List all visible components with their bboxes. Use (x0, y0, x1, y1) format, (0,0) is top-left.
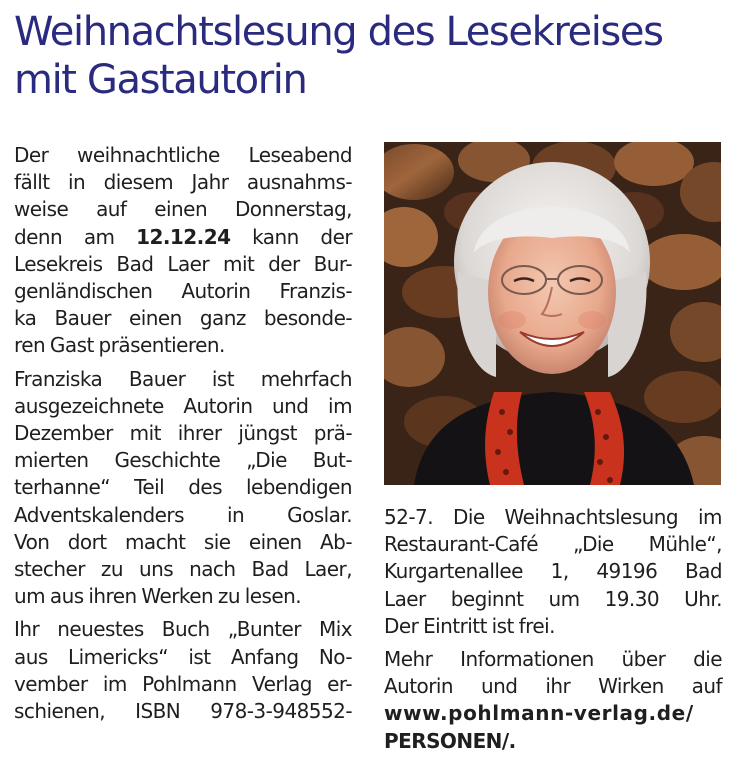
text-line: mierten Geschichte „Die But- (14, 448, 352, 473)
text-line: terhanne“ Teil des lebendigen (14, 475, 352, 500)
text-line: ren Gast präsentieren. (14, 333, 225, 358)
text-line: ka Bauer einen ganz besonde- (14, 306, 352, 331)
text-line: Adventskalenders in Goslar. (14, 502, 352, 527)
text-line: Ihr neuestes Buch „Bunter Mix (14, 617, 352, 642)
headline-line-2: mit Gastautorin (14, 57, 307, 103)
text-line-with-date (14, 224, 352, 251)
website-url-path: PERSONEN/. (384, 728, 516, 753)
text-fragment: kann der (230, 224, 352, 249)
text-line: Dezember mit ihrer jüngst prä- (14, 421, 352, 446)
text-line: schienen, ISBN 978-3-948552- (14, 699, 352, 724)
text-line: fällt in diesem Jahr ausnahms- (14, 170, 352, 195)
paragraph-author (14, 366, 352, 611)
article-headline (14, 8, 724, 104)
right-column (384, 504, 722, 761)
text-line: ausgezeichnete Autorin und im (14, 393, 352, 418)
text-line: weise auf einen Donnerstag, (14, 197, 352, 222)
text-fragment: denn am (14, 224, 137, 249)
text-line: Lesekreis Bad Laer mit der Bur- (14, 251, 352, 276)
text-line: 52-7. Die Weihnachtslesung im (384, 505, 722, 529)
text-line: genländischen Autorin Franzis- (14, 279, 352, 304)
text-line: Franziska Bauer ist mehrfach (14, 366, 352, 391)
website-url: www.pohlmann-verlag.de/ (384, 701, 694, 726)
paragraph-more-info (384, 646, 722, 755)
text-line: Kurgartenallee 1, 49196 Bad (384, 559, 722, 584)
text-line: Der Eintritt ist frei. (384, 613, 555, 638)
text-line: vember im Pohlmann Verlag er- (14, 671, 352, 696)
text-line: Von dort macht sie einen Ab- (14, 529, 352, 554)
paragraph-book-continued (384, 504, 722, 640)
paragraph-intro (14, 142, 352, 360)
text-line: Restaurant-Café „Die Mühle“, (384, 532, 722, 557)
text-line: stecher zu uns nach Bad Laer, (14, 557, 352, 582)
text-line: Laer beginnt um 19.30 Uhr. (384, 586, 722, 611)
text-line: aus Limericks“ ist Anfang No- (14, 644, 352, 669)
paragraph-book (14, 616, 352, 725)
text-line: Der weihnachtliche Leseabend (14, 143, 352, 167)
author-photo (384, 142, 721, 485)
text-line: um aus ihren Werken zu lesen. (14, 584, 302, 609)
left-column (14, 142, 352, 731)
text-line: Mehr Informationen über die (384, 647, 722, 672)
event-date: 12.12.24 (136, 224, 231, 249)
author-portrait-illustration (384, 142, 721, 485)
headline-line-1: Weihnachtslesung des Lesekreises (14, 9, 663, 55)
text-line: Autorin und ihr Wirken auf (384, 674, 722, 699)
